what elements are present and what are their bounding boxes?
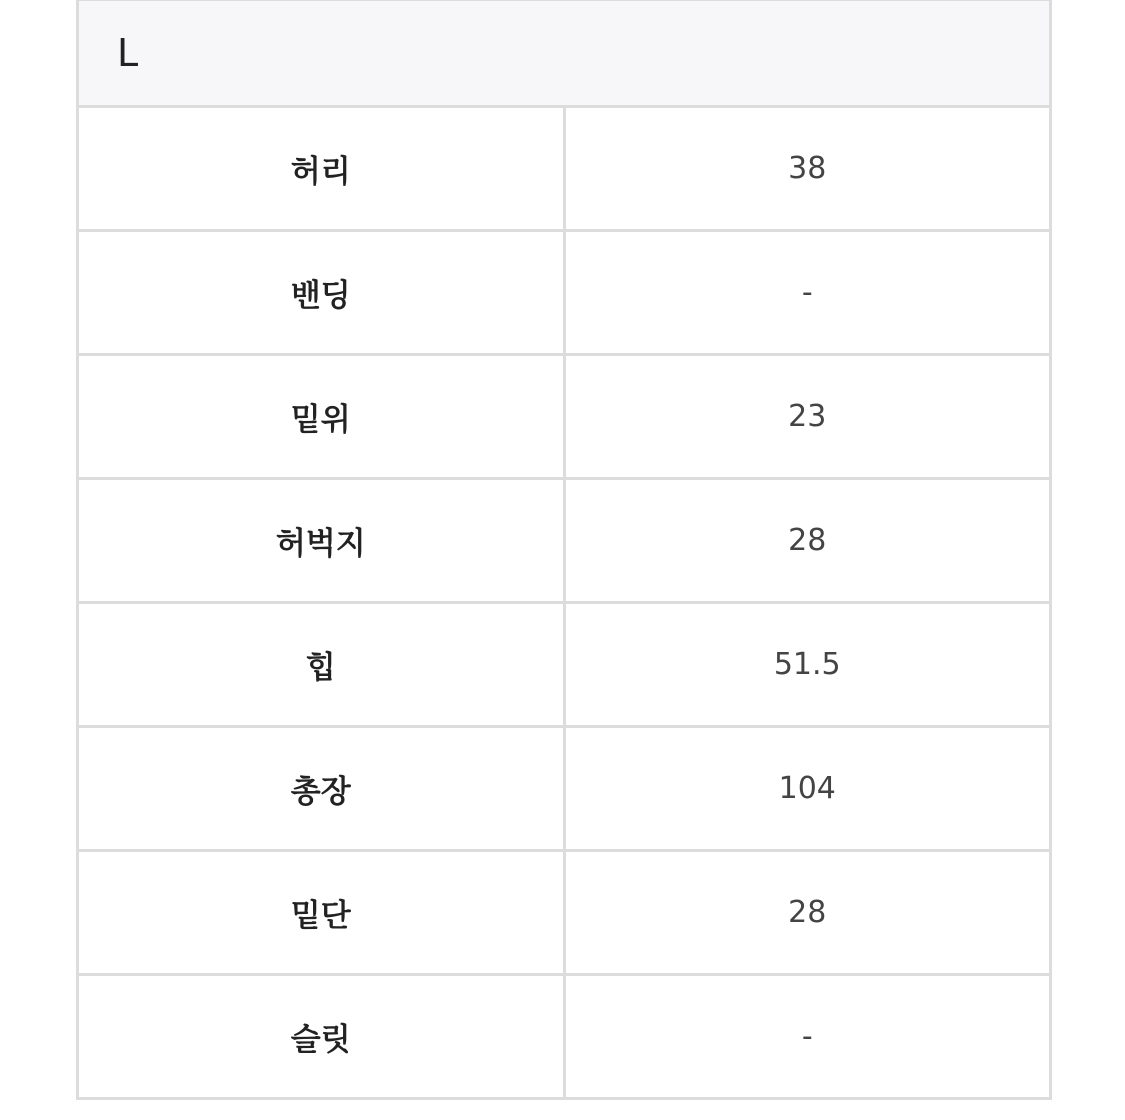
size-label: L <box>78 0 1051 107</box>
measurement-label: 총장 <box>78 727 565 851</box>
measurement-value: 23 <box>564 355 1051 479</box>
table-row <box>78 603 1051 727</box>
measurement-value: - <box>564 231 1051 355</box>
table-row <box>78 355 1051 479</box>
measurement-label: 밑위 <box>78 355 565 479</box>
table-row <box>78 975 1051 1099</box>
table-row <box>78 231 1051 355</box>
table-row <box>78 479 1051 603</box>
table-row <box>78 727 1051 851</box>
measurement-value: 51.5 <box>564 603 1051 727</box>
measurement-value: 28 <box>564 479 1051 603</box>
table-row <box>78 107 1051 231</box>
table-row <box>78 851 1051 975</box>
measurement-value: - <box>564 975 1051 1099</box>
measurement-label: 밑단 <box>78 851 565 975</box>
measurement-value: 38 <box>564 107 1051 231</box>
measurement-label: 밴딩 <box>78 231 565 355</box>
measurement-label: 허리 <box>78 107 565 231</box>
size-header-row <box>78 0 1051 107</box>
measurement-label: 힙 <box>78 603 565 727</box>
measurement-label: 허벅지 <box>78 479 565 603</box>
size-chart-table <box>76 0 1052 1100</box>
measurement-label: 슬릿 <box>78 975 565 1099</box>
measurement-value: 104 <box>564 727 1051 851</box>
measurement-value: 28 <box>564 851 1051 975</box>
